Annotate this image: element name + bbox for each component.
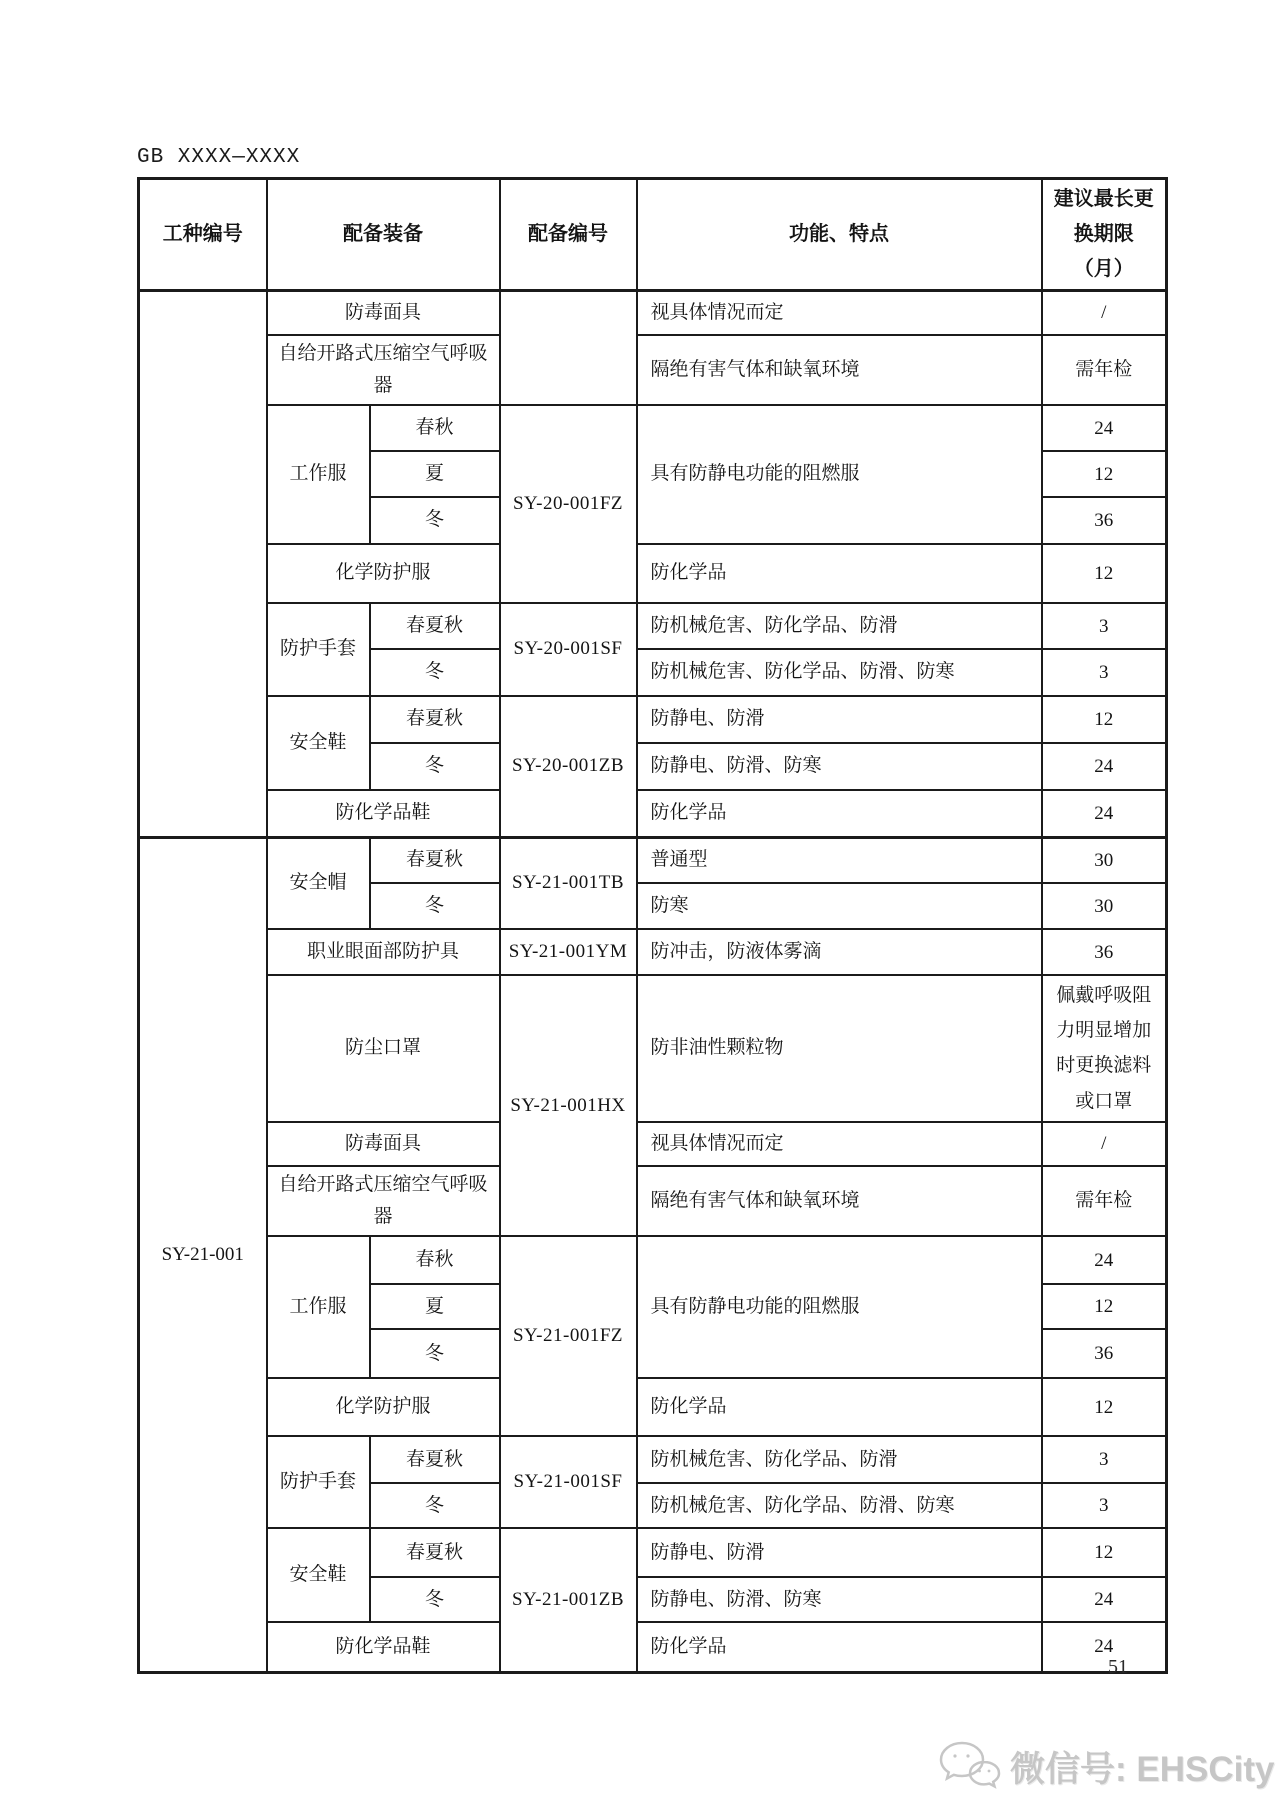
table-row [139,544,1167,603]
equipment-code-cell: SY-20-001FZ [500,405,637,603]
function-cell: 防机械危害、防化学品、防滑 [637,1436,1042,1483]
equipment-cell: 工作服 [267,1236,370,1378]
equipment-code-cell: SY-21-001ZB [500,1528,637,1672]
page-number: 51 [1108,1656,1128,1678]
header-equipment-code: 配备编号 [500,179,637,291]
equipment-cell: 防护手套 [267,1436,370,1528]
table-row [139,929,1167,975]
season-cell: 春秋 [370,405,500,451]
period-cell: 3 [1042,1483,1167,1528]
season-cell: 冬 [370,743,500,790]
period-cell: 24 [1042,405,1167,451]
header-row [139,179,1167,291]
table-row [139,1122,1167,1166]
function-cell: 隔绝有害气体和缺氧环境 [637,1166,1042,1237]
table-row [139,1378,1167,1436]
table-row [139,1236,1167,1284]
equipment-cell: 安全鞋 [267,1528,370,1622]
function-cell: 防化学品 [637,790,1042,837]
table-row [139,405,1167,451]
equipment-code-cell: SY-20-001SF [500,603,637,696]
equipment-cell: 防毒面具 [267,291,500,335]
period-cell: 12 [1042,1528,1167,1577]
equipment-code-cell [500,291,637,406]
watermark-text: 微信号: EHSCity [1010,1750,1275,1789]
function-cell: 防静电、防滑、防寒 [637,1577,1042,1622]
season-cell: 冬 [370,497,500,544]
table-row [139,790,1167,837]
period-cell: 36 [1042,1329,1167,1378]
period-cell: 12 [1042,544,1167,603]
table-row [139,291,1167,335]
period-cell: 3 [1042,649,1167,696]
season-cell: 冬 [370,649,500,696]
equipment-cell: 防尘口罩 [267,975,500,1122]
function-cell: 防机械危害、防化学品、防滑、防寒 [637,649,1042,696]
equipment-cell: 自给开路式压缩空气呼吸器 [267,335,500,406]
season-cell: 冬 [370,1329,500,1378]
season-cell: 夏 [370,451,500,497]
equipment-cell: 防护手套 [267,603,370,696]
period-cell: 佩戴呼吸阻力明显增加时更换滤料或口罩 [1042,975,1167,1122]
function-cell: 视具体情况而定 [637,291,1042,335]
table-header [139,179,1167,291]
season-cell: 春夏秋 [370,1436,500,1483]
equipment-code-cell: SY-21-001FZ [500,1236,637,1436]
table-row [139,1436,1167,1483]
equipment-code-cell: SY-21-001TB [500,837,637,929]
period-cell: 12 [1042,1378,1167,1436]
equipment-cell: 工作服 [267,405,370,544]
function-cell: 防化学品 [637,1378,1042,1436]
function-cell: 防静电、防滑、防寒 [637,743,1042,790]
period-cell: 30 [1042,883,1167,929]
period-cell: 24 [1042,1236,1167,1284]
equipment-cell: 自给开路式压缩空气呼吸器 [267,1166,500,1237]
table-body [139,291,1167,1673]
table-row [139,1622,1167,1672]
function-cell: 防机械危害、防化学品、防滑 [637,603,1042,649]
equipment-cell: 职业眼面部防护具 [267,929,500,975]
job-code-cell [139,291,267,838]
equipment-code-cell: SY-20-001ZB [500,696,637,837]
header-replacement-period: 建议最长更换期限（月） [1042,179,1167,291]
period-cell: 30 [1042,837,1167,883]
ppe-allocation-table [137,177,1168,1674]
table-row [139,1528,1167,1577]
season-cell: 春夏秋 [370,837,500,883]
period-cell: / [1042,1122,1167,1166]
function-cell: 防静电、防滑 [637,696,1042,743]
period-cell: 3 [1042,603,1167,649]
header-equipment: 配备装备 [267,179,500,291]
function-cell: 视具体情况而定 [637,1122,1042,1166]
function-cell: 具有防静电功能的阻燃服 [637,1236,1042,1378]
period-cell: / [1042,291,1167,335]
function-cell: 防静电、防滑 [637,1528,1042,1577]
period-cell: 24 [1042,1622,1167,1672]
equipment-code-cell: SY-21-001SF [500,1436,637,1528]
table-row [139,1166,1167,1237]
header-function: 功能、特点 [637,179,1042,291]
season-cell: 冬 [370,1577,500,1622]
period-cell: 36 [1042,929,1167,975]
wechat-watermark [938,1740,1274,1794]
period-cell: 24 [1042,743,1167,790]
season-cell: 春秋 [370,1236,500,1284]
season-cell: 春夏秋 [370,1528,500,1577]
function-cell: 防机械危害、防化学品、防滑、防寒 [637,1483,1042,1528]
function-cell: 普通型 [637,837,1042,883]
function-cell: 防化学品 [637,544,1042,603]
period-cell: 12 [1042,451,1167,497]
equipment-cell: 安全鞋 [267,696,370,790]
equipment-cell: 防化学品鞋 [267,790,500,837]
equipment-cell: 防毒面具 [267,1122,500,1166]
function-cell: 隔绝有害气体和缺氧环境 [637,335,1042,406]
function-cell: 防非油性颗粒物 [637,975,1042,1122]
season-cell: 春夏秋 [370,603,500,649]
table-row [139,975,1167,1122]
function-cell: 防冲击，防液体雾滴 [637,929,1042,975]
season-cell: 夏 [370,1284,500,1329]
period-cell: 24 [1042,790,1167,837]
period-cell: 24 [1042,1577,1167,1622]
table-row [139,837,1167,883]
document-code: GB XXXX—XXXX [137,146,301,169]
period-cell: 12 [1042,696,1167,743]
period-cell: 需年检 [1042,335,1167,406]
table-row [139,696,1167,743]
function-cell: 防寒 [637,883,1042,929]
equipment-code-cell: SY-21-001YM [500,929,637,975]
period-cell: 需年检 [1042,1166,1167,1237]
equipment-cell: 防化学品鞋 [267,1622,500,1672]
header-job-code: 工种编号 [139,179,267,291]
equipment-code-cell: SY-21-001HX [500,975,637,1236]
equipment-cell: 化学防护服 [267,1378,500,1436]
period-cell: 36 [1042,497,1167,544]
period-cell: 3 [1042,1436,1167,1483]
table-row [139,335,1167,406]
season-cell: 冬 [370,1483,500,1528]
function-cell: 防化学品 [637,1622,1042,1672]
wechat-icon [938,1740,1002,1794]
period-cell: 12 [1042,1284,1167,1329]
season-cell: 冬 [370,883,500,929]
equipment-cell: 安全帽 [267,837,370,929]
equipment-cell: 化学防护服 [267,544,500,603]
function-cell: 具有防静电功能的阻燃服 [637,405,1042,544]
job-code-cell: SY-21-001 [139,837,267,1672]
table-row [139,603,1167,649]
season-cell: 春夏秋 [370,696,500,743]
